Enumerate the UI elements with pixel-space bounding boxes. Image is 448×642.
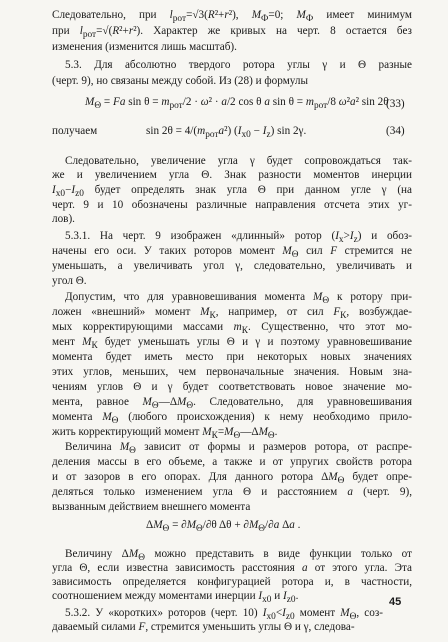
equation-33: $M_\Theta = Fa$ $\sin \theta = m_{рот}/2 \cdot \omega^2 \cdot a/2$ cos θ a $\sin \theta = m_{рот}/8$ ω²a² sin 2θ: [85, 96, 389, 112]
line: зависимость определяется конфигурацией ротора и, в частности,: [52, 576, 412, 588]
line: Величину $\Delta M_\Theta$ можно представить в виде функции только от: [65, 548, 412, 564]
line: Допустим, что для уравновешивания момента $M_\Theta$ к ротору при-: [65, 291, 412, 307]
page-number: 45: [389, 596, 402, 608]
line: Величина $M_\Theta$ зависит от формы и размеров ротора, от распре-: [65, 441, 412, 457]
line: при $l_{рот}=√(R^2+r^2)$. Характер же кривых на черт. 8 остается без: [52, 25, 412, 41]
line: $I_{x0}-I_{z0}$ будет определять знак угла Θ при данном угле γ (на: [52, 184, 412, 200]
line: изменения (изменится лишь масштаб).: [52, 41, 237, 53]
line: момента будет иметь место при некоторых новых значениях: [52, 351, 412, 363]
line: жить корректирующий момент $M_К=M_\Theta—\Delta M_\Theta$.: [52, 426, 278, 442]
line: 5.3.2. У «коротких» роторов (черт. 10) $I_{x0}<I_{z0}$ момент $M_\Theta$, соз-: [65, 607, 383, 623]
line: угла Θ, если известна зависимость расстояния a от этого угла. Эта: [52, 562, 412, 574]
line: момента $M_\Theta$ (любого происхождения) к нему необходимо прило-: [52, 411, 412, 427]
line: (черт. 9), но связаны между собой. Из (28) и формулы: [52, 75, 308, 87]
line: этих углов, меньших, чем первоначальные значения. Новым зна-: [52, 366, 412, 378]
line: же и увеличением угла Θ. Знак разности моментов инерции: [52, 169, 412, 181]
equation-34: $\sin 2\theta = 4/(m_{рот}a^2) (I_{x0} - I_z)$ sin 2γ.: [146, 125, 307, 141]
equation-number: (33): [386, 98, 405, 110]
line: чениям углов Θ и γ будет соответствовать новое значение мо-: [52, 381, 412, 393]
line: даваемый силами F, стремится уменьшить углы Θ и γ, следова-: [52, 621, 355, 633]
line: мых корректирующими массами $m_К$. Существенно, что этот мо-: [52, 321, 412, 337]
line: и от зазоров в его опорах. Для данного ротора $\Delta M_\Theta$ будет опре-: [52, 471, 412, 487]
line: ложен «внешний» момент $M_К$, например, от сил $F_К$, возбуждае-: [52, 306, 412, 322]
line: вызванным действием внешнего момента: [52, 501, 251, 513]
line: мент $M_К$ будет уменьшать углы Θ и γ и поэтому уравновешивание: [52, 336, 412, 352]
equation-number: (34): [386, 125, 405, 137]
line: начены его оси. У таких роторов момент $M_\Theta$ сил F стремится не: [52, 245, 412, 261]
line: уменьшать, а увеличивать угол γ, следовательно, увеличивать и: [52, 260, 412, 272]
line: угол Θ.: [52, 275, 87, 287]
line: деления массы в его объеме, а также и от упругих свойств ротора: [52, 456, 412, 468]
line: черт. 9 и 10 обозначены различные направления отсчета этих уг-: [52, 199, 412, 211]
line: соотношением между моментами инерции $I_{x0}$ и $I_{z0}$.: [52, 590, 299, 606]
line: получаем: [52, 125, 98, 137]
line: Следовательно, при $l_{рот}=√3(R^2+r^2)$, $M_Ф=0$; $M_Ф$ имеет минимум: [52, 9, 412, 25]
line: лов).: [52, 213, 75, 225]
line: мента, равное $M_\Theta—\Delta M_\Theta$. Следовательно, для уравновешивания: [52, 396, 412, 412]
line: 5.3. Для абсолютно твердого ротора углы γ и Θ разные: [65, 59, 412, 71]
line: Следовательно, увеличение угла γ будет сопровождаться так-: [65, 155, 412, 167]
equation-delta-m: $\Delta M_\Theta = \partial M_\Theta/\partial\theta$ $\Delta\theta + \partial M_\Theta/\partial a$ Δa .: [146, 519, 301, 535]
line: деляться только изменением угла Θ и расстоянием a (черт. 9),: [52, 486, 412, 498]
line: 5.3.1. На черт. 9 изображен «длинный» ротор $(I_x>I_z)$ и обоз-: [65, 230, 412, 246]
